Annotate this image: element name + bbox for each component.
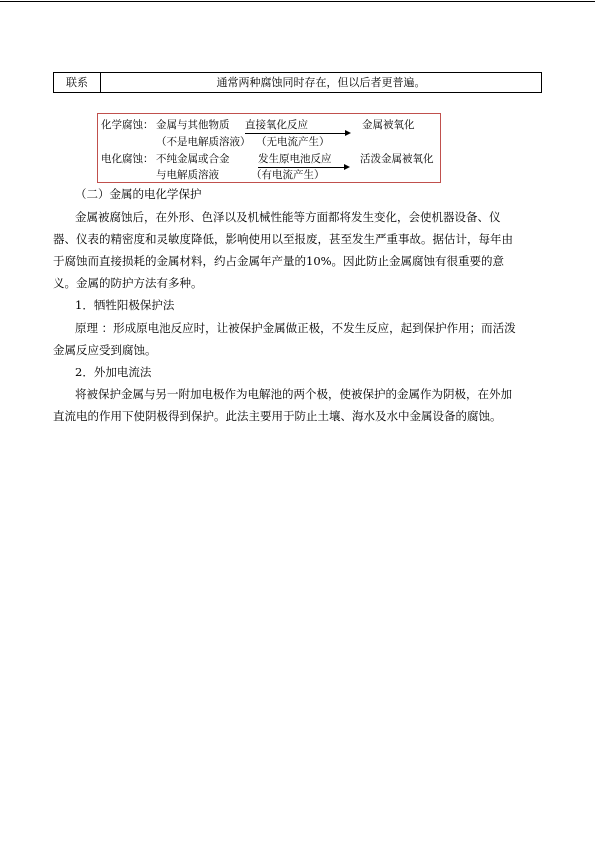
elec-result: 活泼金属被氧化 [360,153,434,165]
relation-table-row [53,72,542,93]
chem-process: 直接氧化反应 [245,119,308,131]
method2-title: 2．外加电流法 [75,365,152,379]
method2-line1: 将被保护金属与另一附加电极作为电解池的两个极，使被保护的金属作为阴极，在外加 [75,387,512,401]
elec-reactant-2: 与电解质溶液 [156,169,219,181]
method1-line2: 金属反应受到腐蚀。 [53,343,157,357]
method2-line2: 直流电的作用下使阴极得到保护。此法主要用于防止土壤、海水及水中金属设备的腐蚀。 [53,409,502,423]
elec-note: （有电流产生） [251,169,325,181]
para1-line3: 于腐蚀而直接损耗的金属材料，约占金属年产量的10%。因此防止金属腐蚀有很重要的意 [53,254,505,268]
chem-result: 金属被氧化 [362,119,415,131]
para1-line2: 器、仪表的精密度和灵敏度降低，影响使用以至报废，甚至发生严重事故。据估计，每年由 [53,232,513,246]
section-title: （二）金属的电化学保护 [75,187,202,201]
corrosion-comparison-diagram [97,113,441,183]
table-label-cell: 联系 [54,73,101,92]
method1-line1: 原理 ：形成原电池反应时，让被保护金属做正极，不发生反应，起到保护作用；而活泼 [75,321,516,335]
elec-process: 发生原电池反应 [258,153,332,165]
chem-arrow [245,133,345,134]
para1-line1: 金属被腐蚀后，在外形、色泽以及机械性能等方面都将发生变化，会使机器设备、仪 [75,210,501,224]
elec-reactant-1: 不纯金属或合金 [156,153,230,165]
chem-corrosion-label: 化学腐蚀： [101,119,154,131]
chem-note-left: （不是电解质溶液） [156,136,251,148]
elec-corrosion-label: 电化腐蚀： [101,153,154,165]
table-content-cell: 通常两种腐蚀同时存在，但以后者更普遍。 [216,76,426,89]
page-top-rule [0,1,595,2]
elec-arrow [258,167,344,168]
chem-note-right: （无电流产生） [256,136,330,148]
method1-title: 1．牺牲阳极保护法 [75,298,175,312]
para1-line4: 义。金属的防护方法有多种。 [53,276,203,290]
chem-reactant: 金属与其他物质 [156,119,230,131]
